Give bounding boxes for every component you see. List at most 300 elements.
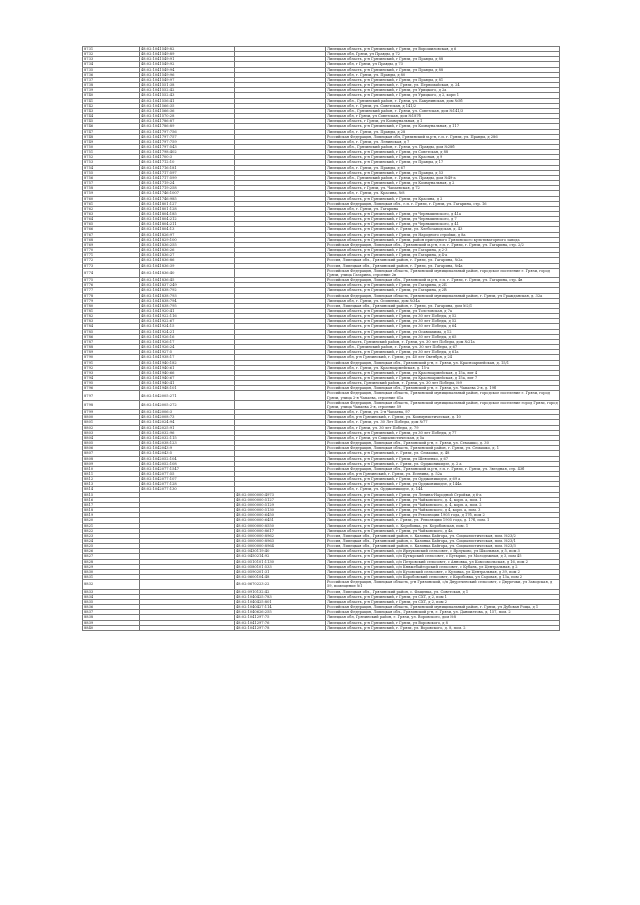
address-cell: Липецкая область, р-н Грязинский, г Грязи, ул Чайковского, д. 4, корп. а, пом. 2 [326,502,560,507]
address-cell: Липецкая обл, г. Грязи, ул. Осипенко, дом №34а [326,298,560,303]
cadastral-number-cell: 48:02:1042043:5 [140,451,235,456]
address-cell: Липецкая обл., Грязинский район, г. Грязи, ул. 30 лет Победы, д 67 [326,345,560,350]
cadastral-number-cell: 48:02:1041549:92 [140,62,235,67]
parent-cadastral-cell: 48:02:1040427:114 [235,605,326,610]
address-cell: Липецкая область, р-н Грязинский, г Грязи, ул Урицкого, д 2а [326,88,560,93]
parent-cadastral-cell: 48:02:0910132:42 [235,589,326,594]
row-number-cell: 8809 [83,461,140,466]
registry-table [82,46,560,631]
address-cell: Липецкая область, р-н Грязинский, г Грязи, ул Правды, д 88 [326,67,560,72]
cadastral-number-cell: 48:02:1041549:82 [140,47,235,52]
address-cell: Липецкая область, р-н Грязинский, г Грязи, ул Народного стройки, д 8а [326,232,560,237]
row-number-cell: 8744 [83,114,140,119]
row-number-cell: 8813 [83,482,140,487]
cadastral-number-cell: 48:02:1041566:35 [140,103,235,108]
row-number-cell: 8738 [83,83,140,88]
address-cell: Липецкая область, г Грязи, ул. Чапаевская, д 72 [326,186,560,191]
row-number-cell: 8805 [83,441,140,446]
address-cell: Липецкая обл, г. Грязи, ул. Ленинская, д 7 [326,139,560,144]
cadastral-number-cell: 48:02:1041836:255 [140,242,235,247]
address-cell: Липецкая обл, г. Грязи, ул. Правды, д 80 [326,72,560,77]
row-number-cell: 8814 [83,487,140,492]
cadastral-number-cell: 48:02:1042052:104 [140,456,235,461]
row-number-cell: 8763 [83,212,140,217]
cadastral-number-cell: 48:02:1041838:793 [140,293,235,298]
address-cell: Липецкая область, р-н Грязинский, г Грязи, ул Красноармейская, д 15а, лит 7 [326,376,560,381]
cadastral-number-cell: 48:02:1041924:21 [140,329,235,334]
row-number-cell: 8771 [83,253,140,258]
address-cell: Липецкая область, р-н Грязинский, г Грязи, ул 30 лет Победы, д 77 [326,430,560,435]
address-cell: Липецкая обл, г Грязи, ул Социалистическая, д 5а [326,435,560,440]
cadastral-number-cell: 48:02:1041838:794 [140,298,235,303]
address-cell: Липецкая область, р-н Грязинский, г Грязи, ул Осавиахима, д 12 [326,329,560,334]
address-cell: Липецкая обл, г. Грязи, ул. Правды, д 28 [326,129,560,134]
address-cell: Российская Федерация, Липецкая обл., Грязинский р-н, г. Грязи, ул. Красноармейская, д. 15/1 [326,360,560,365]
row-number-cell: 8760 [83,196,140,201]
row-number-cell: 8816 [83,497,140,502]
address-cell: Липецкая обл, г Грязи, ул Правды, д 73 [326,62,560,67]
address-cell: Липецкая область, р-н Грязинский, г Грязи, ул Чайковского, д. 4, корп. а, пом. 1 [326,497,560,502]
address-cell: Россия, Липецкая обл., Грязинский район, г. Грязи, ул. Гагарина, дом №2/1 [326,303,560,308]
row-number-cell: 8748 [83,134,140,139]
address-cell: Липецкая область, р-н Грязинский, г Грязи, ул 30 лет Победы, д 65 [326,334,560,339]
parent-cadastral-cell: 48:02:1041297:78 [235,625,326,630]
address-cell: Липецкая область, р-н Грязинский, г Грязи, ул Коммунальная, д 2 [326,181,560,186]
row-number-cell: 8820 [83,518,140,523]
address-cell: Россия, Липецкая обл., Грязинский район, с. Казинка Байгора, ул. Социалистическая, пом. №23/2 [326,533,560,538]
cadastral-number-cell: 48:02:1041920:41 [140,308,235,313]
row-number-cell: 8790 [83,355,140,360]
address-cell: Россия, Липецкая обл., Грязинский район, с. Казинка Байгора, ул. Социалистическая, пом. №23/1 [326,539,560,544]
row-number-cell: 8765 [83,222,140,227]
parent-cadastral-cell: 48:02:0000000:8964 [235,544,326,549]
row-number-cell: 8737 [83,77,140,82]
address-cell: Липецкая область, р-н Грязинский, г Грязи, ул Шевченко, д 67 [326,456,560,461]
address-cell: Липецкая область, р-н Грязинский, с/п Петровский сельсовет, с Анновка, ул Комсомольская, д 16, пом 2 [326,559,560,564]
cadastral-number-cell: 48:02:1041836:40 [140,268,235,277]
address-cell: Липецкая область, р-н Грязинский, г. Грязи, ул. Первомайская, д. 24 [326,83,560,88]
address-cell: Липецкая обл, р-н Грязинский, г. Грязи, ул. Есенина, д. 52а [326,471,560,476]
cadastral-number-cell: 48:02:1042025:91 [140,425,235,430]
cadastral-number-cell: 48:02:1041836:39 [140,263,235,268]
address-cell: Липецкая область, р-н Грязинский, г Грязи, ул Красина, д 2 [326,196,560,201]
cadastral-number-cell: 48:02:1041940:67 [140,376,235,381]
row-number-cell: 8739 [83,88,140,93]
address-cell: Российская Федерация, Липецкая область, р-н Грязинский, с/п Двуреченский сельсовет, с Двуречки, ул Заводская, д 59, помещение №1 [326,580,560,589]
cadastral-number-cell: 48:02:1042052:108 [140,461,235,466]
cadastral-number-cell: 48:02:1041797:759 [140,139,235,144]
row-number-cell: 8741 [83,98,140,103]
row-number-cell: 8797 [83,391,140,400]
cadastral-number-cell: 48:02:1041938:17 [140,355,235,360]
row-number-cell: 8755 [83,170,140,175]
row-number-cell: 8750 [83,144,140,149]
cadastral-number-cell: 48:02:1041836:27 [140,253,235,258]
row-number-cell: 8800 [83,415,140,420]
parent-cadastral-cell: 48:02:0430119:40 [235,549,326,554]
table-row [83,400,560,409]
address-cell: Липецкая область, р-н Грязинский, г. Грязи, ул. Орджоникидзе, д. 2 а [326,461,560,466]
row-number-cell: 8773 [83,263,140,268]
address-cell: Липецкая область, р-н Грязинский, г Грязи, ул 30 лет Победы, д 52 [326,319,560,324]
row-number-cell: 8801 [83,420,140,425]
parent-cadastral-cell: 48:02:0000000:5129 [235,502,326,507]
row-number-cell: 8734 [83,62,140,67]
address-cell: Липецкая область, р-н Грязинский, с/п Ярлуковский сельсовет, с Ярлуково, ул Школьная, д 5, пом 3 [326,549,560,554]
row-number-cell: 8789 [83,350,140,355]
address-cell: Липецкая обл, г. Грязи, ул. Орджоникидзе, д. 144 [326,487,560,492]
row-number-cell: 8835 [83,599,140,604]
row-number-cell: 8823 [83,533,140,538]
cadastral-number-cell [140,580,235,589]
address-cell: Липецкая обл, р-н Грязинский, г. Грязи, ул. 40 лет Октября, д 24 [326,355,560,360]
cadastral-number-cell: 48:02:1041804:211 [140,222,235,227]
cadastral-number-cell: 48:02:1042077:55 [140,471,235,476]
row-number-cell: 8767 [83,232,140,237]
address-cell: Липецкая обл, р-н Грязинский, г. Грязи, ул. Коммунистическая, д. 10 [326,415,560,420]
address-cell: Липецкая область, р-н Грязинский, г Грязи, ул Коммунальная, д 117 [326,124,560,129]
cadastral-number-cell: 48:02:1041549:91 [140,57,235,62]
parent-cadastral-cell: 48:02:0000000:8550 [235,523,326,528]
row-number-cell: 8770 [83,248,140,253]
cadastral-number-cell: 48:02:1041746:1007 [140,191,235,196]
cadastral-number-cell: 48:02:1041804:13 [140,227,235,232]
parent-cadastral-cell: 48:02:0000000:6451 [235,518,326,523]
address-cell: Липецкая область, р-н Грязинский, г Грязи, ул 30 лет Победы, д 52 [326,314,560,319]
cadastral-number-cell: 48:02:1041549:96 [140,72,235,77]
cadastral-number-cell: 48:02:1041836:86 [140,258,235,263]
address-cell: Липецкая обл, г. Грязи, ул. Красноармейская, д. 15-а [326,365,560,370]
cadastral-number-cell: 48:02:1042038:123 [140,441,235,446]
row-number-cell: 8799 [83,410,140,415]
document-sheet [82,46,559,631]
cadastral-number-cell: 48:02:1041549:97 [140,77,235,82]
row-number-cell: 8782 [83,314,140,319]
parent-cadastral-cell: 48:02:0670223:22 [235,580,326,589]
address-cell: Липецкая обл., Грязинский район, г. Грязи, ул. Бакунинская, дом №5б [326,98,560,103]
address-cell: Липецкая обл., Грязинский район, г. Грязи, ул. Правды, дом №49-а [326,175,560,180]
address-cell: Липецкая обл, г. Грязи, ул. Гагарина [326,206,560,211]
cadastral-number-cell: 48:02:1041566:36 [140,108,235,113]
cadastral-number-cell: 48:02:1042006:3 [140,410,235,415]
address-cell: Липецкая область, р-н Грязинский, г Грязи, ул Революции 1905 года, д 17б, пом 2 [326,513,560,518]
row-number-cell: 8754 [83,165,140,170]
table-row [83,580,560,589]
cadastral-number-cell: 48:02:1042008:73 [140,415,235,420]
row-number-cell: 8733 [83,57,140,62]
address-cell: Липецкая область, р-н Грязинский, г Грязи, ул Правды, д 53 [326,170,560,175]
address-cell: Липецкая область, р-н Грязинский, г. Грязи, ул. Воровского, д. 8, пом. 2 [326,625,560,630]
row-number-cell: 8839 [83,620,140,625]
cadastral-number-cell: 48:02:1041551:38 [140,83,235,88]
cadastral-number-cell: 48:02:1042024:94 [140,420,235,425]
parent-cadastral-cell: 48:02:0450214:92 [235,554,326,559]
address-cell: Липецкая область, р-н Грязинский, г Грязи, ул Правды, д 17 [326,160,560,165]
parent-cadastral-cell: 48:02:0000000:4973 [235,492,326,497]
row-number-cell: 8803 [83,430,140,435]
parent-cadastral-cell: 48:02:0000000:6450 [235,513,326,518]
cadastral-number-cell: 48:02:1041801:128 [140,206,235,211]
row-number-cell: 8815 [83,492,140,497]
registry-table-body [83,47,560,631]
cadastral-number-cell: 48:02:1041926:16 [140,334,235,339]
row-number-cell: 8834 [83,594,140,599]
cadastral-number-cell: 48:02:1041712:10 [140,160,235,165]
row-number-cell: 8787 [83,339,140,344]
cadastral-number-cell: 48:02:1041829:100 [140,237,235,242]
cadastral-number-cell: 48:02:1041838:792 [140,288,235,293]
parent-cadastral-cell: 48:02:1041297:75 [235,615,326,620]
address-cell: Липецкая область, р-н Грязинский, г Грязи, ул Чернышевского, д 41 [326,222,560,227]
row-number-cell: 8810 [83,466,140,471]
row-number-cell: 8764 [83,217,140,222]
row-number-cell: 8756 [83,175,140,180]
cadastral-number-cell: 48:02:1042077:1547 [140,466,235,471]
row-number-cell: 8759 [83,191,140,196]
cadastral-number-cell: 48:02:1041940:41 [140,381,235,386]
address-cell: Липецкая область, р-н Грязинский, г Грязи, ул Орджоникидзе, д 69 а [326,477,560,482]
row-number-cell: 8746 [83,124,140,129]
cadastral-number-cell: 48:02:1041746:985 [140,196,235,201]
row-number-cell: 8786 [83,334,140,339]
address-cell: Россия, Липецкая обл., Грязинский район, с. Фащевка, ул. Советская, д 1 [326,589,560,594]
address-cell: Липецкая область, р-н Грязинский, г. Грязи, ул. Революции 1905 года, д. 17б, пом. 1 [326,518,560,523]
row-number-cell: 8808 [83,456,140,461]
row-number-cell: 8740 [83,93,140,98]
address-cell: Липецкая область, р-н Грязинский, г Грязи, ул СХТ, д 2, пом 2 [326,599,560,604]
address-cell: Липецкая обл, Грязи, ул Правды, д 72 [326,52,560,57]
address-cell: Липецкая область, Грязинский район, г. Грязи, ул. 30 лет Победы, №9 [326,381,560,386]
address-cell: Липецкая область, р-н Грязинский, г Грязи, ул Ленина-Народной Стройки, д 6-а [326,492,560,497]
cadastral-number-cell: 48:02:1041797:543 [140,144,235,149]
parent-cadastral-cell: 48:02:1041297:76 [235,620,326,625]
table-row [83,625,560,630]
address-cell: Российская Федерация, Липецкая область, Грязинский муниципальный район, г. Грязи, ул Гражданская, д. 32а [326,293,560,298]
cadastral-number-cell: 48:02:1041927:5 [140,350,235,355]
cadastral-number-cell: 48:02:1042005:272 [140,400,235,409]
row-number-cell: 8732 [83,52,140,57]
cadastral-number-cell: 48:02:1042077:107 [140,477,235,482]
cadastral-number-cell: 48:02:1041836:45 [140,278,235,283]
cadastral-number-cell: 48:02:1041552:43 [140,93,235,98]
row-number-cell: 8747 [83,129,140,134]
row-number-cell: 8796 [83,386,140,391]
cadastral-number-cell: 48:02:1041570:28 [140,114,235,119]
address-cell: Липецкая обл, г. Грязи, ул. Советская, д 141/2 [326,103,560,108]
parent-cadastral-cell: 48:02:0000000:5130 [235,508,326,513]
cadastral-number-cell: 48:02:1041716:181 [140,165,235,170]
address-cell: Липецкая область, р-н Грязинский, г Грязи, ул Орджоникидзе, д 144а [326,482,560,487]
table-row [83,391,560,400]
address-cell: Липецкая область, р-н Грязинский, г Грязи, район пригодного Грязинского культиваторного завода [326,237,560,242]
address-cell: Липецкая область, р-н Грязинский, с. Коробовка, ул. Коробовская, пом. 1 [326,523,560,528]
address-cell: Российская Федерация, Липецкая обл., Грязинский р-н, г. Грязи, ул. Даниилтова, д. 157, пом. 2 [326,610,560,615]
parent-cadastral-cell: 48:02:0000000:8962 [235,533,326,538]
cadastral-number-cell: 48:02:1042077:130 [140,487,235,492]
row-number-cell: 8769 [83,242,140,247]
address-cell: Липецкая область, р-н Грязинский, с/п Коробовский сельсовет, с Коробовка, ул Садовая, д 13а, пом 2 [326,575,560,580]
address-cell: Липецкая область, р-н Грязинский, г Грязи, ул Гагарина, д 2В [326,288,560,293]
row-number-cell: 8731 [83,47,140,52]
address-cell: Липецкая область, р-н Грязинский, г Грязи, ул СХТ, д 2, пом 1 [326,594,560,599]
row-number-cell: 8840 [83,625,140,630]
address-cell: Липецкая область, р-н Грязинский, г Грязи, ул Гагарина, д 2-3 [326,248,560,253]
row-number-cell: 8827 [83,554,140,559]
row-number-cell: 8826 [83,549,140,554]
row-number-cell: 8776 [83,283,140,288]
address-cell: Липецкая область, р-н Грязинский, г Грязи, ул Урицкого, д 2, корп 1 [326,93,560,98]
row-number-cell: 8783 [83,319,140,324]
address-cell: Липецкая обл., Грязинский район, г. Грязи, ул. Правды, дом №28б [326,144,560,149]
row-number-cell: 8784 [83,324,140,329]
address-cell: Липецкая область, р-н Грязинский, г Грязи, ул Чайковского, д 4а [326,528,560,533]
row-number-cell: 8817 [83,502,140,507]
address-cell: Липецкая область, р-н Грязинский, г Грязи, ул Ворошиловская, д 6 [326,47,560,52]
row-number-cell: 8758 [83,186,140,191]
table-row [83,268,560,277]
parent-cadastral-cell: 48:02:0590201:31 [235,569,326,574]
row-number-cell: 8742 [83,103,140,108]
cadastral-number-cell: 48:02:1041717:599 [140,175,235,180]
address-cell: Липецкая область, р-н Грязинский, г Грязи, ул Воровского, д 8 [326,620,560,625]
address-cell: Липецкая область, р-н Грязинский, г Грязи, ул Правды, д 81 [326,77,560,82]
address-cell: Липецкая область, р-н Грязинский, г Грязи, ул Чернышевского, д 41а [326,212,560,217]
row-number-cell: 8829 [83,564,140,569]
cadastral-number-cell: 48:02:1041797:757 [140,134,235,139]
address-cell: Российская Федерация, Липецкая область, Грязинский муниципальный район, г. Грязи, ул Дубовая Роща, д 1 [326,605,560,610]
cadastral-number-cell [140,625,235,630]
address-cell: Российская Федерация, Липецкая область, Грязинский муниципальный район, городское поселение г. Грязи, город Грязи, улица 2-я Чапаева, строение 61а [326,391,560,400]
row-number-cell: 8780 [83,303,140,308]
row-number-cell: 8822 [83,528,140,533]
cadastral-number-cell: 48:02:1042032:96 [140,430,235,435]
row-number-cell: 8761 [83,201,140,206]
cadastral-number-cell: 48:02:1041549:89 [140,52,235,57]
address-cell: Липецкая область, р-н Грязинский, г Грязи, ул Красная, д 9 [326,155,560,160]
row-number-cell: 8819 [83,513,140,518]
row-number-cell: 8804 [83,435,140,440]
row-number-cell: 8751 [83,150,140,155]
address-cell: Липецкая область, р-н Грязинский, г Грязи, ул Правды, д 88 [326,57,560,62]
cadastral-number-cell: 48:02:1041804:185 [140,212,235,217]
cadastral-number-cell: 48:02:1041924:15 [140,324,235,329]
address-cell: Липецкая обл, г. Грязи, ул. Правды, д 67 [326,165,560,170]
row-number-cell: 8836 [83,605,140,610]
address-cell: Россия, Липецкая обл., Грязинский район, г. Грязи, ул. Гагарина, №4а [326,263,560,268]
cadastral-number-cell: 48:02:1041922:67 [140,319,235,324]
cadastral-number-cell: 48:02:1042077:128 [140,482,235,487]
cadastral-number-cell: 48:02:1041948:101 [140,386,235,391]
parent-cadastral-cell: 48:02:1040626:255 [235,610,326,615]
address-cell: Липецкая область, р-н Грязинский, г. Грязи, ул. Хлебозаводская, д. 43 [326,227,560,232]
cadastral-number-cell: 48:02:1041552:42 [140,88,235,93]
parent-cadastral-cell: 48:02:1040425:801 [235,599,326,604]
row-number-cell: 8791 [83,360,140,365]
address-cell: Липецкая область, р-н Грязинский, г Грязи, ул Чернышевского, д 7 [326,217,560,222]
row-number-cell: 8749 [83,139,140,144]
address-cell: Липецкая обл, г. Грязи, ул. 30 Лет Победы, дом №77 [326,420,560,425]
address-cell: Липецкая обл, г Грязи, ул Советская, дом №187б [326,114,560,119]
row-number-cell: 8745 [83,119,140,124]
row-number-cell: 8833 [83,589,140,594]
parent-cadastral-cell: 48:02:0000000:8617 [235,528,326,533]
row-number-cell: 8830 [83,569,140,574]
row-number-cell: 8802 [83,425,140,430]
row-number-cell: 8775 [83,278,140,283]
address-cell: Российская Федерация, Липецкая область, Грязинский муниципальный район, городское поселение г. Грязи, город Грязи, улица Гагарина, строение 2в [326,268,560,277]
row-number-cell: 8795 [83,381,140,386]
address-cell: Липецкая обл, г. Грязи, ул. Красина, №8 [326,191,560,196]
row-number-cell: 8735 [83,67,140,72]
row-number-cell: 8743 [83,108,140,113]
address-cell: Липецкая область, г Грязи, ул Коммунальная, д 1 [326,119,560,124]
cadastral-number-cell: 48:02:1041940:182 [140,360,235,365]
row-number-cell: 8811 [83,471,140,476]
address-cell: Липецкая область, р-н Грязинский, г Грязи, ул Советская, д 88 [326,150,560,155]
address-cell: Липецкая область, р-н Грязинский, г Грязи, ул Гагарина, д 4-а [326,253,560,258]
row-number-cell: 8774 [83,268,140,277]
address-cell: Российская Федерация, Липецкая обл., Грязинский м.р-н, г.п. г. Грязи, г. Грязи, ул. Гагарина, стр. 2/2 [326,242,560,247]
address-cell: Липецкая область, р-н Грязинский, г Грязи, ул 30 лет Победы, д 61а [326,350,560,355]
cadastral-number-cell: 48:02:1041926:24 [140,345,235,350]
parent-cadastral-cell: 48:02:0600104:48 [235,575,326,580]
address-cell: Липецкая область, р-н Грязинский, г Грязи, ул Гагарина, д 2Б [326,283,560,288]
address-cell: Российская Федерация, Липецкая обл., Грязинский м.р-н, г.п. г. Грязи, г. Грязи, ул. Звездная, стр. 43б [326,466,560,471]
cadastral-number-cell: 48:02:1041798:402 [140,150,235,155]
address-cell: Липецкая область, р-н Грязинский, г Грязи, ул Чайковского, д 4, корп. а, пом. 3 [326,508,560,513]
cadastral-number-cell: 48:02:1041836:26 [140,248,235,253]
parent-cadastral-cell [235,268,326,277]
address-cell: Российская Федерация, Липецкая обл., Грязинский р-н, г. Грязи, ул. Семашко, д. 30 [326,441,560,446]
cadastral-number-cell: 48:02:1041922:116 [140,314,235,319]
address-cell: Липецкая область, Грязинский район, г. Грязи, ул. 30 лет Победы, дом №21а [326,339,560,344]
parent-cadastral-cell: 48:02:0000000:8963 [235,539,326,544]
address-cell: Российская Федерация, Липецкая область, Грязинский район, г. Грязи, ул. Семашко, д. 1 [326,446,560,451]
cadastral-number-cell: 48:02:1041556:41 [140,98,235,103]
address-cell: Липецкая область, р-н Грязинский, с/п Княжебайгорский сельсовет, с Кубань, ул Центральная, д 2 [326,564,560,569]
parent-cadastral-cell [235,391,326,400]
cadastral-number-cell: 48:02:1041786:89 [140,124,235,129]
cadastral-number-cell: 48:02:1041549:94 [140,67,235,72]
cadastral-number-cell: 48:02:1041700:3 [140,155,235,160]
row-number-cell: 8798 [83,400,140,409]
row-number-cell: 8825 [83,544,140,549]
cadastral-number-cell: 48:02:1041797:756 [140,129,235,134]
row-number-cell: 8777 [83,288,140,293]
row-number-cell: 8793 [83,370,140,375]
row-number-cell: 8772 [83,258,140,263]
row-number-cell: 8837 [83,610,140,615]
address-cell: Россия, Липецкая обл., Грязинский район, г. Грязи, ул. Гагарина, №2а [326,258,560,263]
row-number-cell: 8785 [83,329,140,334]
row-number-cell: 8768 [83,237,140,242]
row-number-cell: 8779 [83,298,140,303]
row-number-cell: 8838 [83,615,140,620]
cadastral-number-cell: 48:02:1041786:87 [140,119,235,124]
parent-cadastral-cell: 48:02:1040425:783 [235,594,326,599]
row-number-cell: 8766 [83,227,140,232]
cadastral-number-cell: 48:02:1041826:97 [140,232,235,237]
row-number-cell: 8736 [83,72,140,77]
row-number-cell: 8818 [83,508,140,513]
cadastral-number-cell: 48:02:1041804:212 [140,217,235,222]
row-number-cell: 8828 [83,559,140,564]
cadastral-number-cell: 48:02:1041838:795 [140,303,235,308]
cadastral-number-cell: 48:02:1041940:61 [140,365,235,370]
address-cell: Россия, Липецкая обл., Грязинский район, с. Казинка Байгора, ул. Социалистическая, пом. №23/3 [326,544,560,549]
address-cell: Липецкая область, р-н Грязинский, г Грязи, ул Толстовская, д 7а [326,308,560,313]
address-cell: Российская Федерация, Липецкая обл, Грязинский м.р-н, г.п. г. Грязи, ул. Правды, д 286 [326,134,560,139]
